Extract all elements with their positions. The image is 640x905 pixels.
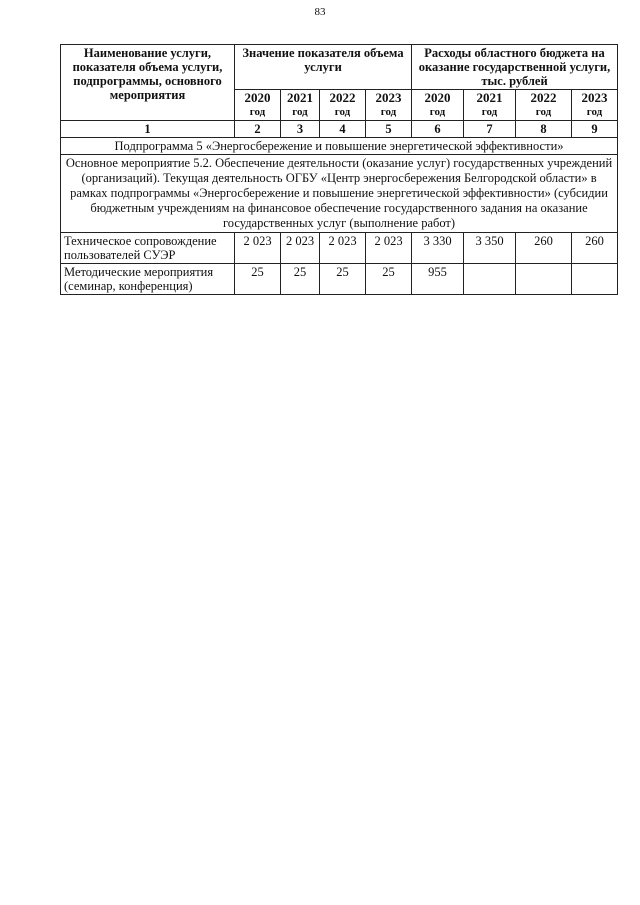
year-header-cell: 2021 год	[464, 90, 516, 121]
value-cell: 25	[281, 264, 320, 295]
year-header-cell: 2021 год	[281, 90, 320, 121]
year-header-cell: 2023 год	[366, 90, 412, 121]
value-cell: 25	[235, 264, 281, 295]
header-indicator-cell: Значение показателя объема услуги	[235, 45, 412, 90]
column-number-row	[61, 121, 618, 138]
subprogram-title: Подпрограмма 5 «Энергосбережение и повышение энергетической эффективности»	[61, 138, 618, 155]
year-header-cell: 2020 год	[412, 90, 464, 121]
value-cell: 2 023	[320, 233, 366, 264]
column-number-cell: 7	[464, 121, 516, 138]
header-name-cell: Наименование услуги, показателя объема услуги, подпрограммы, основного мероприятия	[61, 45, 235, 121]
year-header-cell: 2022 год	[320, 90, 366, 121]
value-cell: 25	[320, 264, 366, 295]
year-header-cell: 2022 год	[516, 90, 572, 121]
table-row	[61, 264, 618, 295]
column-number-cell: 5	[366, 121, 412, 138]
value-cell: 2 023	[235, 233, 281, 264]
column-number-cell: 6	[412, 121, 464, 138]
page-number: 83	[314, 6, 326, 18]
value-cell: 955	[412, 264, 464, 295]
value-cell: 260	[572, 233, 618, 264]
value-cell	[572, 264, 618, 295]
header-expenses-cell: Расходы областного бюджета на оказание государственной услуги, тыс. рублей	[412, 45, 618, 90]
value-cell: 25	[366, 264, 412, 295]
subprogram-row	[61, 138, 618, 155]
column-number-cell: 3	[281, 121, 320, 138]
value-cell: 2 023	[281, 233, 320, 264]
main-measure-text: Основное мероприятие 5.2. Обеспечение деятельности (оказание услуг) государственных учреждений (организаций). Текущая деятельность ОГБУ «Центр энергосбережения Белгородской области» в рамках подпрограммы «Энергосбережение и повышение энергетической эффективности» (субсидии бюджетным учреждениям на финансовое обеспечение государственного задания на оказание государственных услуг (выполнение работ)	[61, 155, 618, 233]
column-number-cell: 8	[516, 121, 572, 138]
year-header-cell: 2020 год	[235, 90, 281, 121]
row-name-cell: Техническое сопровождение пользователей СУЭР	[61, 233, 235, 264]
value-cell: 3 330	[412, 233, 464, 264]
year-header-cell: 2023 год	[572, 90, 618, 121]
value-cell: 3 350	[464, 233, 516, 264]
column-number-cell: 1	[61, 121, 235, 138]
column-number-cell: 9	[572, 121, 618, 138]
value-cell	[516, 264, 572, 295]
row-name-cell: Методические мероприятия (семинар, конференция)	[61, 264, 235, 295]
value-cell: 260	[516, 233, 572, 264]
column-number-cell: 2	[235, 121, 281, 138]
column-number-cell: 4	[320, 121, 366, 138]
value-cell: 2 023	[366, 233, 412, 264]
value-cell	[464, 264, 516, 295]
table-row	[61, 233, 618, 264]
budget-table	[60, 44, 618, 295]
header-row-main	[61, 45, 618, 90]
main-measure-row	[61, 155, 618, 233]
